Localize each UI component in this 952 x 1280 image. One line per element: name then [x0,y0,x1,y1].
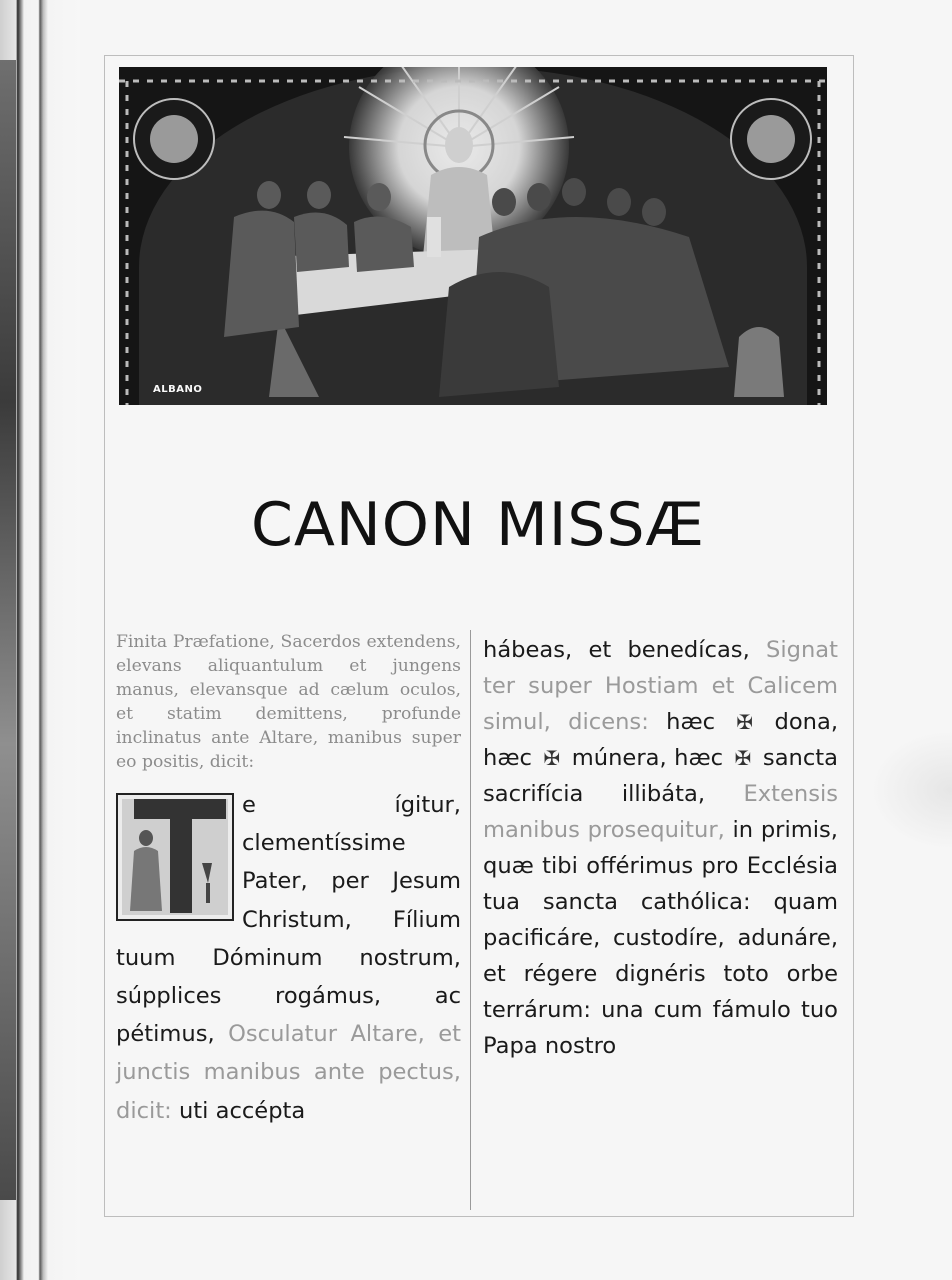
initial-drawing [116,793,234,921]
canon-body-text [116,786,461,1130]
canon-text-a: e ígitur, clementíssime Pater, per Jesum Christum, Fílium tuum Dóminum nostrum, súpplices rogámus, ac pétimus, [116,792,461,1048]
illustrator-signature: ALBANO [153,384,203,395]
book-page [80,0,952,1280]
canon-text-b: uti accépta [178,1097,306,1124]
canon-text-4: múnera, hæc [571,745,724,771]
cross-icon: ✠ [734,746,752,770]
canon-text-1: hábeas, et benedícas, [483,637,750,663]
page-title: CANON MISSÆ [250,490,706,560]
illuminated-initial [116,793,234,921]
last-supper-illustration [119,67,827,405]
canon-text-2: hæc [666,709,716,735]
canon-text-6: in primis, quæ tibi offérimus pro Ecclésia tua sancta cathólica: quam pacificáre, custodíre, adunáre, et régere dignéris toto orbe terrárum: una cum fámulo tuo Papa nostro [483,817,838,1059]
right-column [483,632,838,1064]
cross-icon: ✠ [736,710,754,734]
right-column-text [483,632,838,1064]
column-divider [470,630,471,1210]
rubric-osculatur: Osculatur Altare, et junctis manibus ante pectus, dicit: [116,1021,461,1124]
facing-page-edge [0,60,16,1200]
illustration-drawing [119,67,827,405]
rubric-extensis: Extensis manibus prosequitur, [483,781,839,843]
rubric-signat: Signat ter super Hostiam et Calicem simul, dicens: [483,637,838,735]
cross-icon: ✠ [543,746,561,770]
page-stain [870,730,952,850]
canon-text-3: dona, hæc [483,709,839,771]
left-column [116,630,461,1130]
canon-text-5: sancta sacrifícia illibáta, [483,745,838,807]
rubric-intro: Finita Præfatione, Sacerdos extendens, elevans aliquantulum et jungens manus, elevansque ad cælum oculos, et statim demittens, profunde inclinatus ante Altare, manibus super eo positis, dicit: [116,632,461,772]
